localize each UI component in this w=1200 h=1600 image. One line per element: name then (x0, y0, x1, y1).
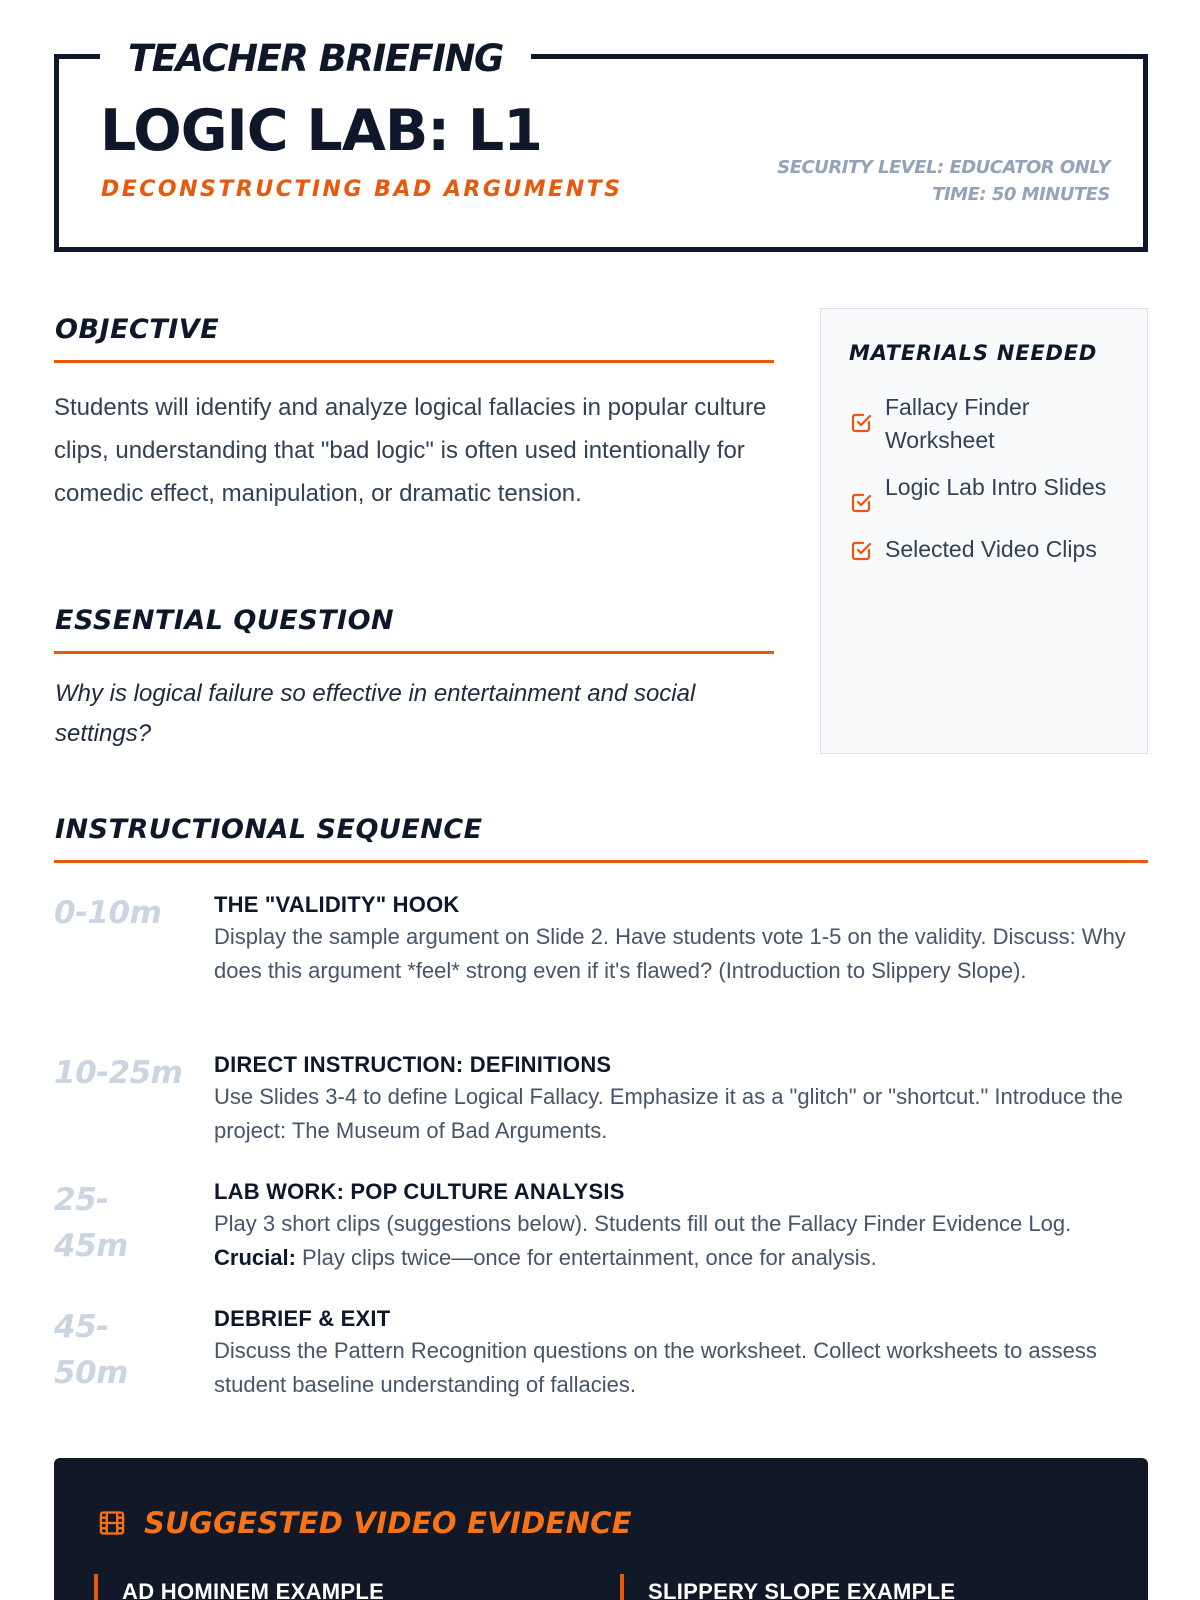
step-title: THE "VALIDITY" HOOK (214, 892, 460, 917)
step-description: Display the sample argument on Slide 2. Have students vote 1-5 on the validity. Discuss: Why does this argument *feel* strong even if it's flawed? (Introduction to Slippery Slope). (214, 924, 1126, 983)
material-item (849, 533, 1135, 566)
step-time: 45-50m (54, 1309, 128, 1391)
step-description-text: Play 3 short clips (suggestions below). Students fill out the Fallacy Finder Evidence Log. (214, 1211, 1072, 1236)
objective-text: Students will identify and analyze logical fallacies in popular culture clips, understanding that "bad logic" is often used intentionally for comedic effect, manipulation, or dramatic tension. (54, 394, 767, 507)
video-example-title: SLIPPERY SLOPE EXAMPLE (648, 1579, 956, 1600)
video-example-column (94, 1574, 384, 1600)
page-subtitle: DECONSTRUCTING BAD ARGUMENTS (101, 177, 623, 202)
step-title: DIRECT INSTRUCTION: DEFINITIONS (214, 1052, 612, 1077)
material-item (849, 391, 1117, 457)
video-evidence-header (98, 1506, 632, 1540)
checkbox-check-icon (849, 491, 873, 515)
security-level: SECURITY LEVEL: EDUCATOR ONLY (777, 157, 1110, 178)
checkbox-check-icon (849, 411, 873, 435)
checkbox-check-icon (849, 539, 873, 563)
step-title: LAB WORK: POP CULTURE ANALYSIS (214, 1179, 625, 1204)
essential-question-text: Why is logical failure so effective in entertainment and social settings? (55, 680, 696, 747)
step-time: 0-10m (54, 895, 162, 931)
objective-heading: OBJECTIVE (55, 314, 220, 345)
materials-panel (820, 308, 1148, 754)
lesson-time: TIME: 50 MINUTES (932, 184, 1110, 205)
step-description-text: Play clips twice—once for entertainment, once for analysis. (295, 1245, 877, 1270)
header-meta (777, 154, 1110, 208)
step-description: Discuss the Pattern Recognition questions on the worksheet. Collect worksheets to assess student baseline understanding of fallacies. (214, 1338, 1097, 1397)
step-time: 10-25m (54, 1055, 183, 1091)
material-label: Selected Video Clips (885, 536, 1097, 562)
materials-heading: MATERIALS NEEDED (849, 341, 1098, 365)
sequence-heading: INSTRUCTIONAL SEQUENCE (55, 814, 483, 845)
film-icon (98, 1509, 126, 1537)
video-evidence-heading: SUGGESTED VIDEO EVIDENCE (144, 1506, 632, 1540)
step-time: 25-45m (54, 1182, 128, 1264)
material-item (849, 471, 1117, 515)
material-label: Fallacy Finder Worksheet (885, 394, 1030, 453)
sequence-rule (54, 860, 1148, 863)
header-tag: TEACHER BRIEFING (100, 36, 531, 82)
page-title: LOGIC LAB: L1 (100, 98, 542, 164)
video-evidence-panel (54, 1458, 1148, 1600)
step-description (214, 1207, 1148, 1275)
video-example-column (620, 1574, 955, 1600)
step-title: DEBRIEF & EXIT (214, 1306, 391, 1331)
essential-question-rule (54, 651, 774, 654)
step-description-emphasis: Crucial: (214, 1245, 296, 1270)
material-label: Logic Lab Intro Slides (885, 474, 1107, 500)
step-description: Use Slides 3-4 to define Logical Fallacy. Emphasize it as a "glitch" or "shortcut." Introduce the project: The Museum of Bad Arguments. (214, 1084, 1123, 1143)
essential-question-heading: ESSENTIAL QUESTION (55, 605, 395, 636)
objective-rule (54, 360, 774, 363)
video-example-title: AD HOMINEM EXAMPLE (122, 1579, 385, 1600)
